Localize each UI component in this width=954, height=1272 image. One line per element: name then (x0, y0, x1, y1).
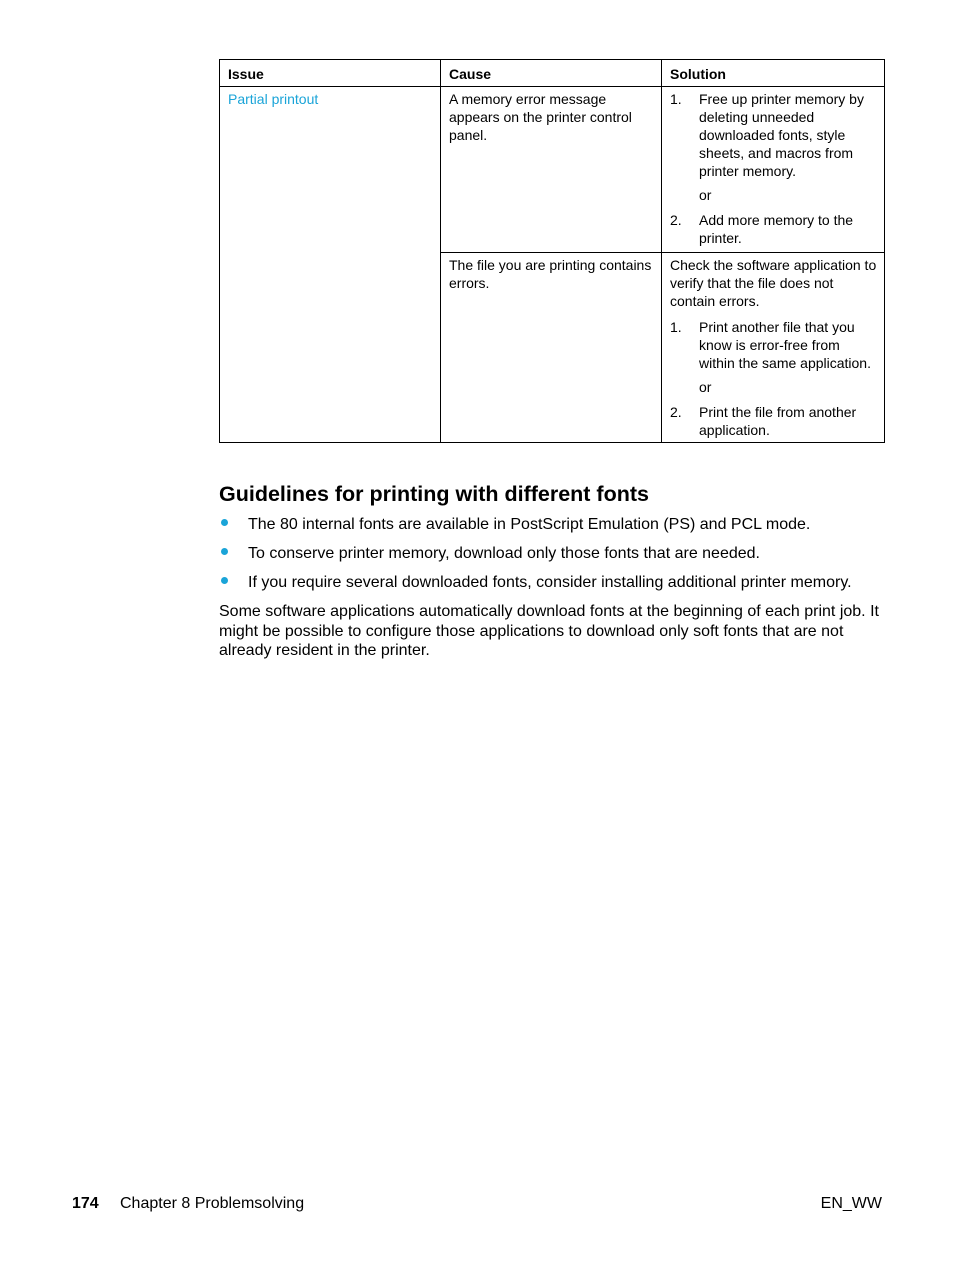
solution-cell (662, 253, 885, 443)
or-text: or (699, 379, 712, 395)
list-item (219, 515, 899, 544)
partial-printout-link[interactable]: Partial printout (228, 91, 319, 107)
chapter-title: Chapter 8 Problemsolving (120, 1195, 305, 1212)
step-number: 1. (670, 91, 682, 107)
bullet-icon (221, 548, 228, 555)
solution-intro: Check the software application to verify that the file does not contain errors. (670, 257, 877, 309)
header-issue: Issue (220, 60, 441, 87)
solution-step (670, 90, 877, 180)
list-item (219, 544, 899, 573)
header-cause: Cause (441, 60, 662, 87)
table-header-row (220, 60, 885, 87)
section-heading: Guidelines for printing with different fonts (219, 482, 649, 506)
troubleshooting-table (219, 59, 885, 443)
solution-step (670, 211, 877, 247)
body-paragraph: Some software applications automatically download fonts at the beginning of each print job. It might be possible to configure those applications to download only soft fonts that are not already resident in the printer. (219, 603, 879, 659)
step-number: 2. (670, 212, 682, 228)
table-row (220, 87, 885, 253)
cause-cell (441, 87, 662, 253)
bullet-list (219, 515, 899, 602)
or-text: or (699, 187, 712, 203)
solution-step (670, 318, 877, 372)
bullet-icon (221, 519, 228, 526)
step-text: Print the file from another application. (699, 404, 857, 438)
bullet-text: If you require several downloaded fonts, consider installing additional printer memory. (248, 574, 852, 591)
cause-text: The file you are printing contains errors. (449, 257, 652, 291)
bullet-text: To conserve printer memory, download only those fonts that are needed. (248, 545, 760, 562)
cause-cell (441, 253, 662, 443)
bullet-icon (221, 577, 228, 584)
step-number: 1. (670, 319, 682, 335)
step-text: Print another file that you know is error-free from within the same application. (699, 319, 871, 371)
bullet-text: The 80 internal fonts are available in PostScript Emulation (PS) and PCL mode. (248, 516, 811, 533)
step-text: Free up printer memory by deleting unneeded downloaded fonts, style sheets, and macros from printer memory. (699, 91, 864, 179)
step-number: 2. (670, 404, 682, 420)
cause-text: A memory error message appears on the printer control panel. (449, 91, 632, 143)
issue-cell (220, 87, 441, 443)
solution-cell (662, 87, 885, 253)
solution-step (670, 403, 877, 439)
edition-label: EN_WW (820, 1195, 882, 1212)
list-item (219, 573, 899, 602)
step-text: Add more memory to the printer. (699, 212, 854, 246)
page-number: 174 (72, 1195, 99, 1212)
header-solution: Solution (662, 60, 885, 87)
